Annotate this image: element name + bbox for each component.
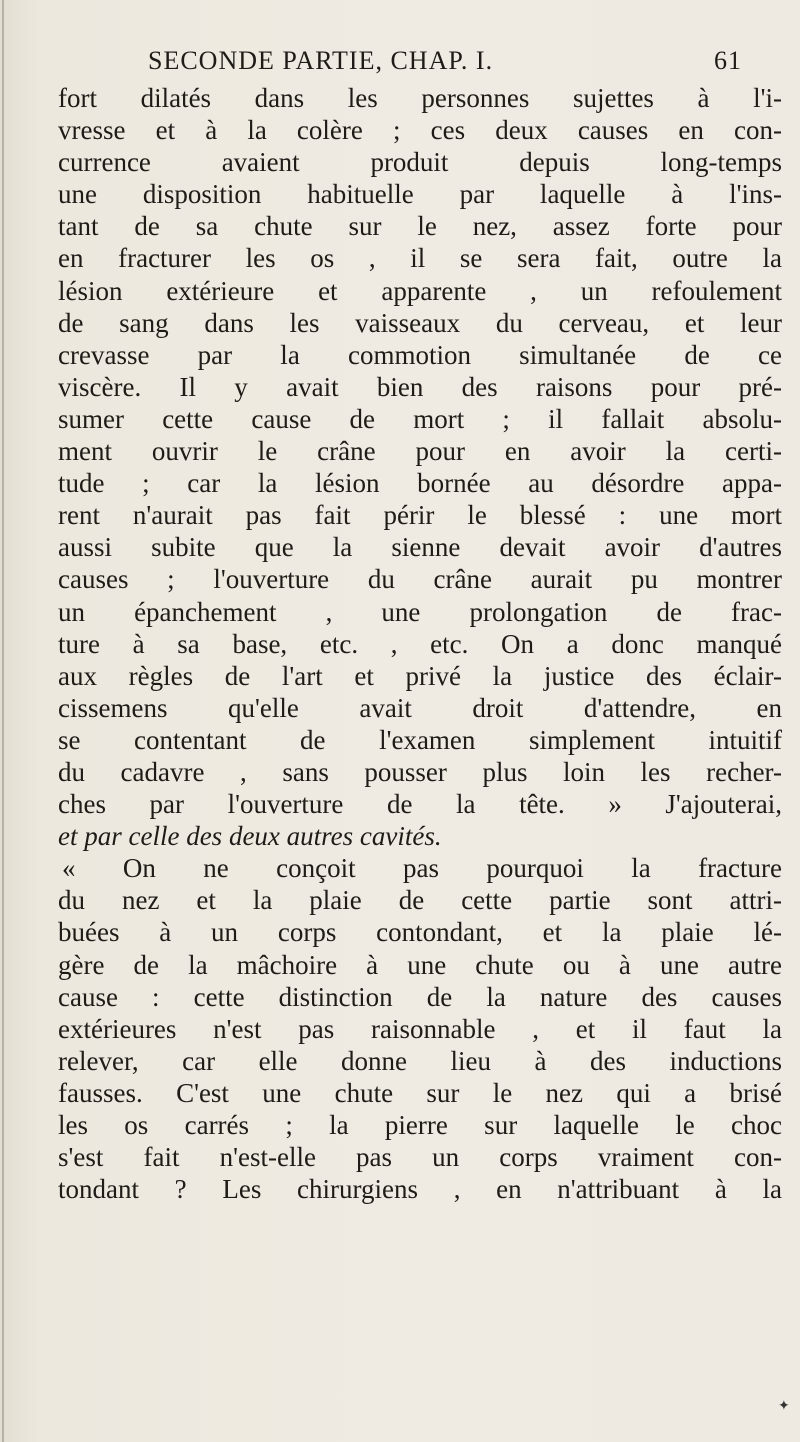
- text-line: tondant ? Les chirurgiens , en n'attribuant à la: [58, 1174, 782, 1205]
- text-line: sumer cette cause de mort ; il fallait absolu-: [58, 403, 782, 434]
- text-line: rent n'aurait pas fait périr le blessé : une mort: [58, 500, 782, 531]
- text-line: causes ; l'ouverture du crâne aurait pu montrer: [58, 564, 782, 595]
- running-title: SECONDE PARTIE, CHAP. I.: [148, 46, 494, 75]
- text-line: en fracturer les os , il se sera fait, outre la: [58, 243, 782, 274]
- text-line: se contentant de l'examen simplement intuitif: [58, 724, 782, 755]
- text-line: viscère. Il y avait bien des raisons pour pré-: [58, 371, 782, 402]
- page-gutter: [2, 0, 4, 1442]
- text-line: s'est fait n'est-elle pas un corps vraiment con-: [58, 1142, 782, 1173]
- text-line: les os carrés ; la pierre sur laquelle le choc: [58, 1110, 782, 1140]
- text-line: du cadavre , sans pousser plus loin les recher-: [58, 756, 782, 787]
- text-line: ture à sa base, etc. , etc. On a donc manqué: [58, 628, 782, 659]
- text-line: cissemens qu'elle avait droit d'attendre, en: [58, 692, 782, 723]
- text-line: aux règles de l'art et privé la justice des éclair-: [58, 660, 782, 691]
- text-line: relever, car elle donne lieu à des inductions: [58, 1045, 782, 1076]
- page-number: 61: [714, 46, 742, 75]
- margin-mark: ✦: [778, 1398, 790, 1414]
- body-text: [58, 82, 782, 1205]
- text-line: gère de la mâchoire à une chute ou à une autre: [58, 949, 782, 980]
- text-line: fort dilatés dans les personnes sujettes à l'i-: [58, 83, 782, 113]
- page-header: [148, 46, 788, 78]
- text-line: aussi subite que la sienne devait avoir d'autres: [58, 532, 782, 563]
- text-line: tude ; car la lésion bornée au désordre appa-: [58, 468, 782, 499]
- text-line: vresse et à la colère ; ces deux causes en con-: [58, 115, 782, 146]
- text-line: ment ouvrir le crâne pour en avoir la certi-: [58, 436, 782, 467]
- quote-start-line: « On ne conçoit pas pourquoi la fracture: [62, 853, 782, 884]
- text-line: fausses. C'est une chute sur le nez qui a brisé: [58, 1077, 782, 1108]
- text-line: un épanchement , une prolongation de frac-: [58, 596, 782, 627]
- text-line: cause : cette distinction de la nature des causes: [58, 981, 782, 1012]
- text-line: buées à un corps contondant, et la plaie lé-: [58, 917, 782, 948]
- text-line: extérieures n'est pas raisonnable , et il faut la: [58, 1013, 782, 1044]
- text-line: lésion extérieure et apparente , un refoulement: [58, 275, 782, 306]
- text-line: currence avaient produit depuis long-temps: [58, 147, 782, 178]
- text-line: une disposition habituelle par laquelle à l'ins-: [58, 179, 782, 210]
- text-line: de sang dans les vaisseaux du cerveau, et leur: [58, 307, 782, 338]
- text-line: du nez et la plaie de cette partie sont attri-: [58, 885, 782, 916]
- text-line: ches par l'ouverture de la tête. » J'ajouterai,: [58, 789, 782, 820]
- text-line: tant de sa chute sur le nez, assez forte pour: [58, 211, 782, 242]
- italic-text-line: et par celle des deux autres cavités.: [58, 821, 442, 852]
- text-line: crevasse par la commotion simultanée de ce: [58, 339, 782, 370]
